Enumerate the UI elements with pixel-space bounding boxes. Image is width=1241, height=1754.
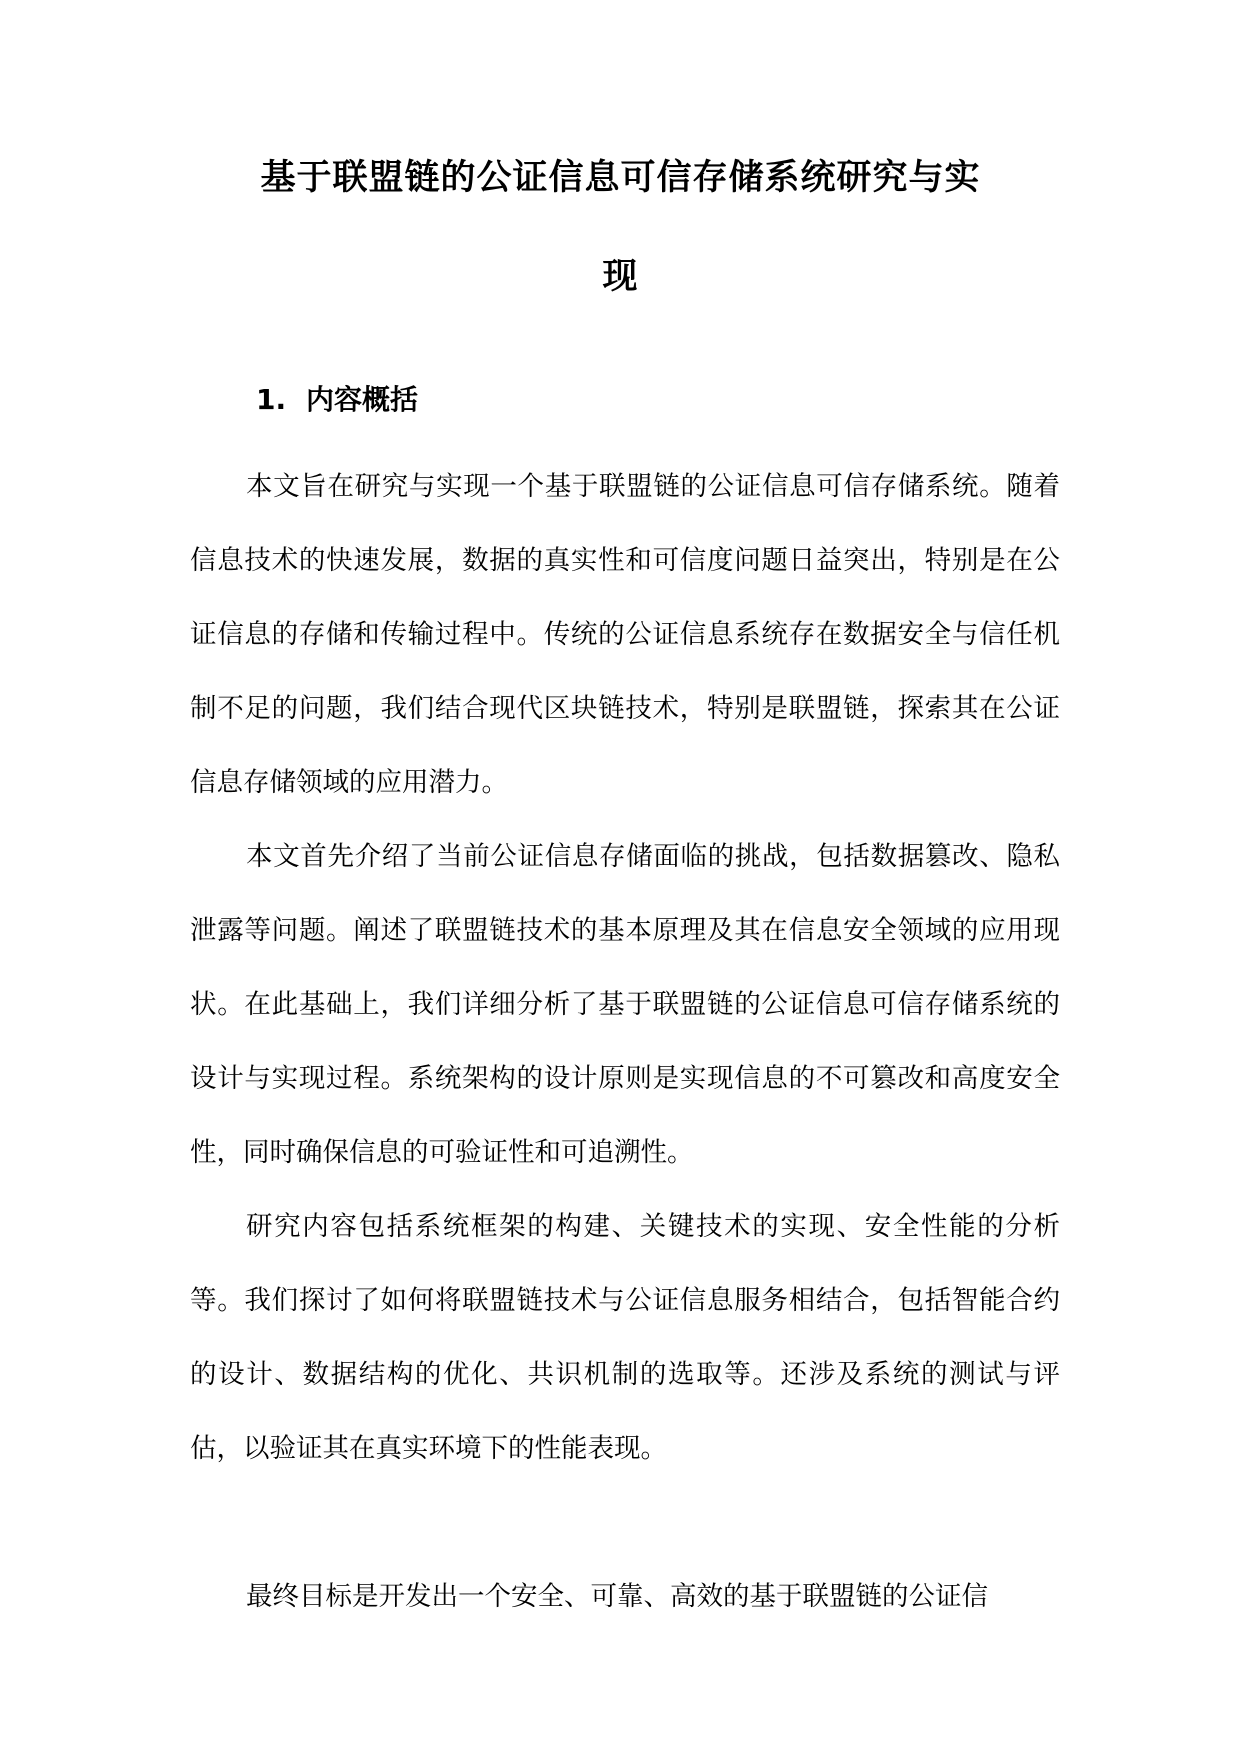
paragraph-1: 本文旨在研究与实现一个基于联盟链的公证信息可信存储系统。随着信息技术的快速发展，数据的真实性和可信度问题日益突出，特别是在公证信息的存储和传输过程中。传统的公证信息系统存在数据安全与信任机制不足的问题，我们结合现代区块链技术，特别是联盟链，探索其在公证信息存储领域的应用潜力。 bbox=[190, 471, 1060, 798]
paragraph-2: 本文首先介绍了当前公证信息存储面临的挑战，包括数据篡改、隐私泄露等问题。阐述了联盟链技术的基本原理及其在信息安全领域的应用现状。在此基础上，我们详细分析了基于联盟链的公证信息可信存储系统的设计与实现过程。系统架构的设计原则是实现信息的不可篡改和高度安全性，同时确保信息的可验证性和可追溯性。 bbox=[190, 841, 1060, 1168]
paragraph-4: 最终目标是开发出一个安全、可靠、高效的基于联盟链的公证信 bbox=[246, 1581, 988, 1612]
paragraph-3: 研究内容包括系统框架的构建、关键技术的实现、安全性能的分析等。我们探讨了如何将联盟链技术与公证信息服务相结合，包括智能合约的设计、数据结构的优化、共识机制的选取等。还涉及系统的测试与评估，以验证其在真实环境下的性能表现。 bbox=[190, 1211, 1060, 1464]
section-heading bbox=[256, 382, 418, 418]
section-number: 1. bbox=[256, 383, 287, 416]
document-title-line-2: 现 bbox=[602, 257, 639, 297]
document-title-line-1: 基于联盟链的公证信息可信存储系统研究与实 bbox=[260, 158, 981, 198]
section-title: 内容概括 bbox=[306, 383, 419, 416]
